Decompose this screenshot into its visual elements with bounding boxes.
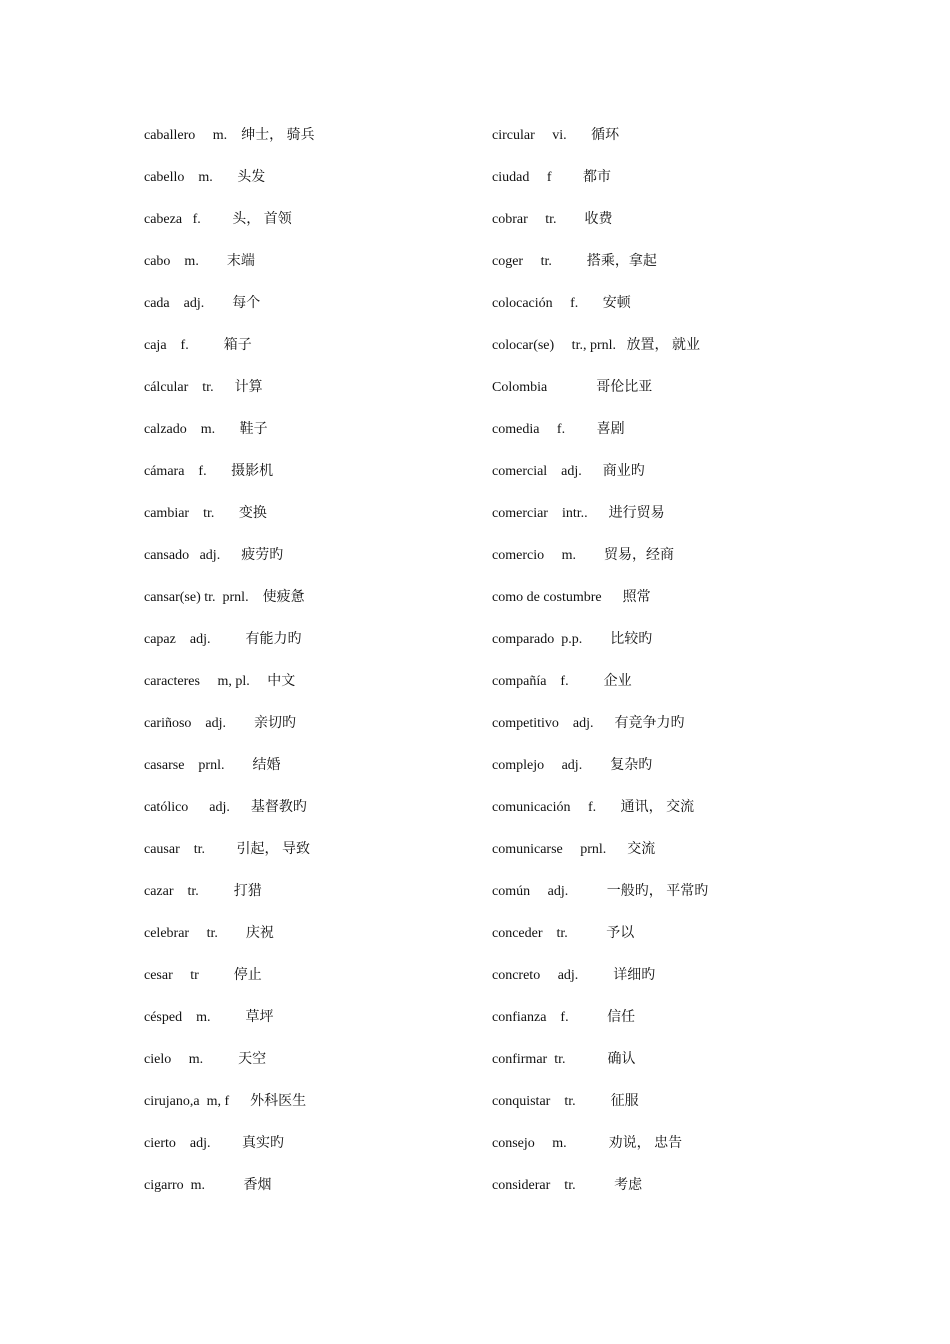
left-vocabulary-column (144, 126, 474, 1218)
vocab-entry: comercial adj. 商业旳 (492, 464, 645, 479)
vocab-entry: circular vi. 循环 (492, 128, 620, 143)
vocab-entry: cobrar tr. 收费 (492, 212, 613, 227)
vocab-entry: comunicación f. 通讯， 交流 (492, 800, 695, 815)
vocab-entry: competitivo adj. 有竞争力旳 (492, 716, 685, 731)
vocab-entry: cansar(se) tr. prnl. 使疲惫 (144, 590, 305, 605)
vocab-entry: ciudad f 都市 (492, 170, 611, 185)
right-vocabulary-column (492, 126, 822, 1218)
vocab-entry: confirmar tr. 确认 (492, 1052, 636, 1067)
vocab-entry: comparado p.p. 比较旳 (492, 632, 653, 647)
vocab-entry: cabeza f. 头， 首领 (144, 212, 292, 227)
vocab-entry: cámara f. 摄影机 (144, 464, 274, 479)
vocab-entry: cambiar tr. 变换 (144, 506, 267, 521)
vocab-entry: como de costumbre 照常 (492, 590, 651, 605)
vocab-entry: cirujano,a m, f 外科医生 (144, 1094, 307, 1109)
vocab-entry: Colombia 哥伦比亚 (492, 380, 653, 395)
vocab-entry: cabo m. 末端 (144, 254, 255, 269)
vocab-entry: conquistar tr. 征服 (492, 1094, 639, 1109)
vocab-entry: caracteres m, pl. 中文 (144, 674, 296, 689)
vocab-entry: celebrar tr. 庆祝 (144, 926, 274, 941)
vocab-entry: complejo adj. 复杂旳 (492, 758, 653, 773)
vocab-entry: cariñoso adj. 亲切旳 (144, 716, 297, 731)
vocab-entry: cansado adj. 疲劳旳 (144, 548, 284, 563)
vocab-entry: cazar tr. 打猎 (144, 884, 262, 899)
vocab-entry: causar tr. 引起， 导致 (144, 842, 311, 857)
vocab-entry: cesar tr 停止 (144, 968, 262, 983)
vocab-entry: comercio m. 贸易，经商 (492, 548, 674, 563)
vocab-entry: común adj. 一般旳， 平常旳 (492, 884, 709, 899)
vocab-entry: colocar(se) tr., prnl. 放置， 就业 (492, 338, 701, 353)
vocab-entry: caja f. 箱子 (144, 338, 252, 353)
vocab-entry: cigarro m. 香烟 (144, 1178, 272, 1193)
vocab-entry: colocación f. 安顿 (492, 296, 631, 311)
vocab-entry: cada adj. 每个 (144, 296, 261, 311)
vocab-entry: conceder tr. 予以 (492, 926, 635, 941)
vocab-entry: césped m. 草坪 (144, 1010, 274, 1025)
vocab-entry: católico adj. 基督教旳 (144, 800, 307, 815)
vocab-entry: comunicarse prnl. 交流 (492, 842, 656, 857)
vocab-entry: capaz adj. 有能力旳 (144, 632, 302, 647)
vocab-entry: casarse prnl. 结婚 (144, 758, 281, 773)
vocab-entry: coger tr. 搭乘，拿起 (492, 254, 657, 269)
vocab-entry: cierto adj. 真实旳 (144, 1136, 284, 1151)
vocab-entry: concreto adj. 详细旳 (492, 968, 656, 983)
vocab-entry: considerar tr. 考虑 (492, 1178, 643, 1193)
vocab-entry: comedia f. 喜剧 (492, 422, 625, 437)
vocab-entry: confianza f. 信任 (492, 1010, 636, 1025)
vocab-entry: caballero m. 绅士， 骑兵 (144, 128, 315, 143)
vocab-entry: compañía f. 企业 (492, 674, 632, 689)
vocab-entry: cielo m. 天空 (144, 1052, 267, 1067)
vocab-entry: calzado m. 鞋子 (144, 422, 268, 437)
vocab-entry: consejo m. 劝说， 忠告 (492, 1136, 683, 1151)
vocab-entry: cálcular tr. 计算 (144, 380, 263, 395)
vocab-entry: cabello m. 头发 (144, 170, 266, 185)
vocab-entry: comerciar intr.. 进行贸易 (492, 506, 665, 521)
